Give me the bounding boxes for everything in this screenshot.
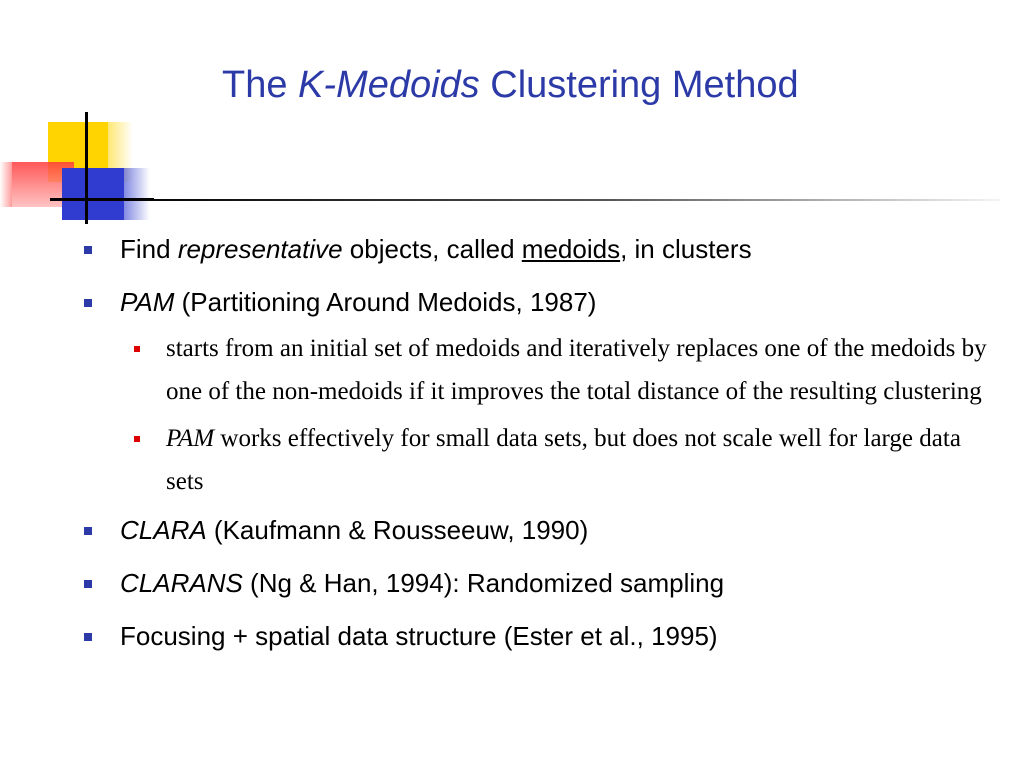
- bullet-text: Find: [120, 234, 178, 264]
- title-part1: The: [222, 64, 299, 106]
- bullet-underline: medoids: [521, 234, 621, 264]
- sub-bullet-text: works effectively for small data sets, but does not scale well for large data sets: [166, 425, 961, 495]
- bullet-clara: [80, 513, 1000, 547]
- logo-blue-square: [62, 168, 124, 220]
- sub-bullet-italic: PAM: [166, 425, 215, 452]
- bullet-text: objects, called: [342, 234, 522, 264]
- bullet-italic: representative: [177, 234, 343, 264]
- bullet-text: Focusing + spatial data structure (Ester et al., 1995): [120, 621, 718, 651]
- slide-title: [222, 64, 799, 107]
- decorative-logo: [0, 0, 140, 240]
- sub-bullet-pam-scalability: [124, 417, 1000, 503]
- bullet-text: (Partitioning Around Medoids, 1987): [174, 287, 597, 317]
- bullet-focusing: [80, 619, 1000, 653]
- bullet-text: (Kaufmann & Rousseeuw, 1990): [206, 515, 589, 545]
- bullet-text: , in clusters: [620, 234, 752, 264]
- bullet-italic: PAM: [120, 287, 175, 317]
- title-part2: Clustering Method: [479, 64, 799, 106]
- bullet-list: [80, 232, 1000, 672]
- bullet-text: (Ng & Han, 1994): Randomized sampling: [242, 568, 725, 598]
- bullet-italic: CLARA: [120, 515, 207, 545]
- bullet-italic: CLARANS: [120, 568, 243, 598]
- sub-bullet-text: starts from an initial set of medoids and iteratively replaces one of the medoids by one of the non-medoids if it improves the total distance of the resulting clustering: [166, 335, 987, 405]
- bullet-find-representative: [80, 232, 1000, 266]
- sub-bullet-pam-procedure: [124, 327, 1000, 413]
- title-underline-rule: [120, 199, 1000, 201]
- logo-vertical-line: [85, 112, 88, 224]
- title-italic: K-Medoids: [298, 64, 480, 106]
- bullet-pam: [80, 285, 1000, 503]
- sub-bullet-list: [120, 327, 1000, 503]
- bullet-clarans: [80, 566, 1000, 600]
